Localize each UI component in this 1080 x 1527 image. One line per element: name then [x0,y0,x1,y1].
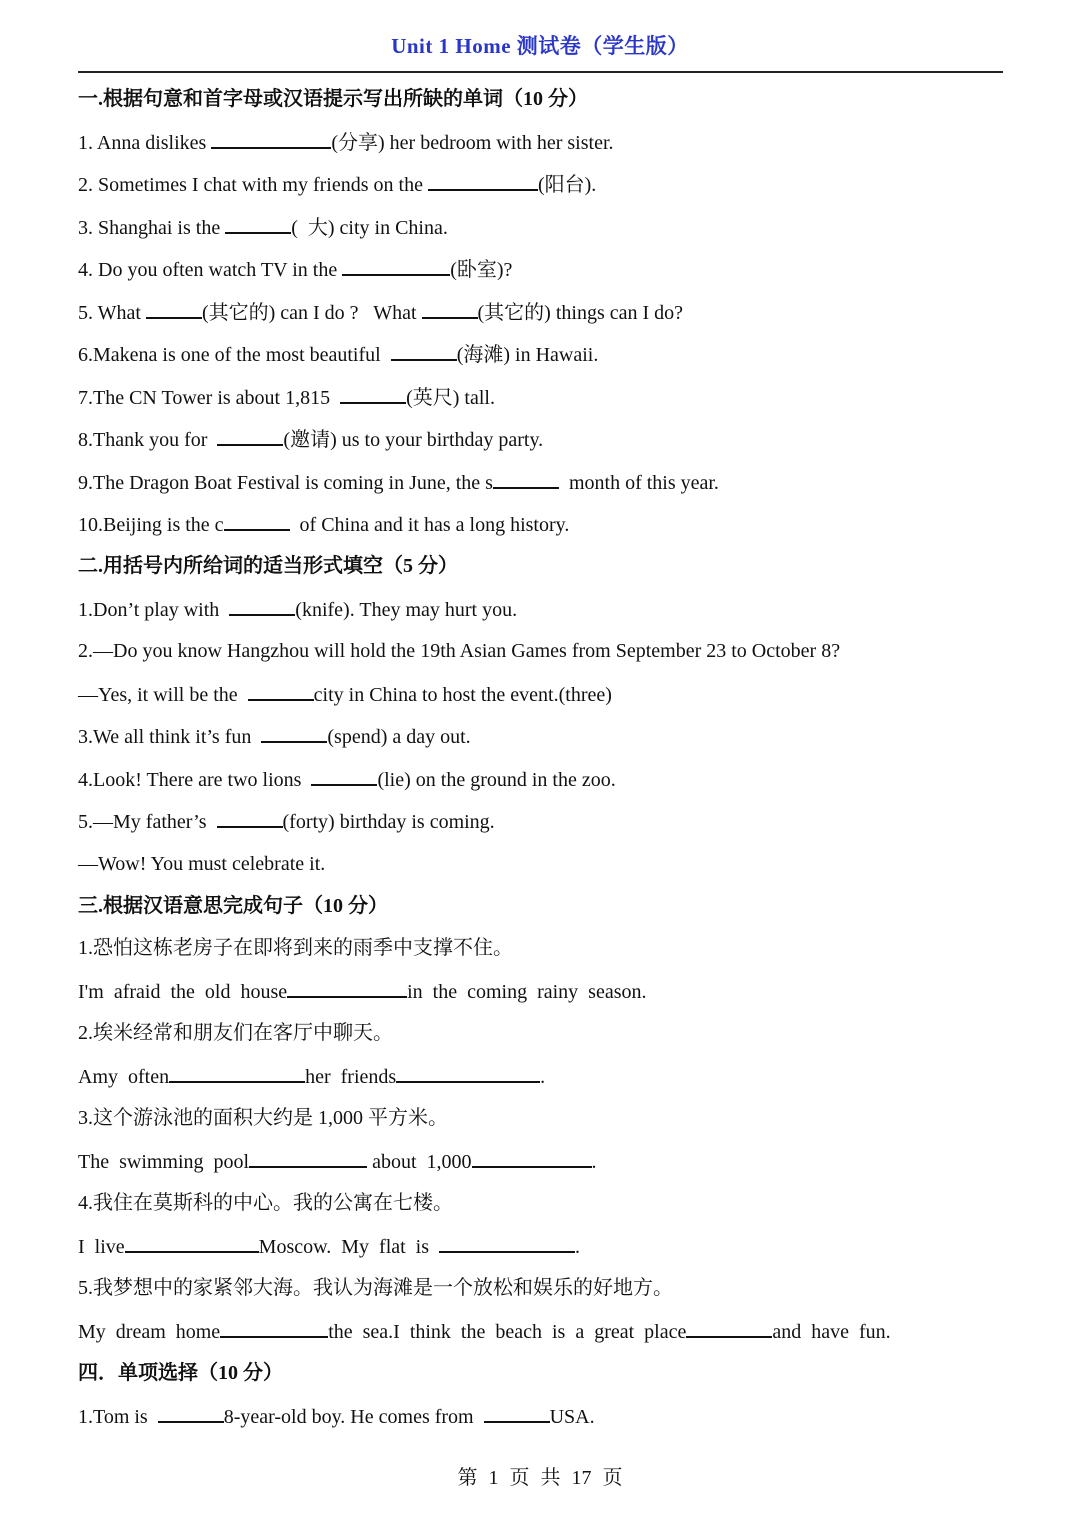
answer-blank[interactable] [146,299,202,319]
s1-question-8: 8.Thank you for (邀请) us to your birthday party. [78,426,543,453]
answer-blank[interactable] [396,1063,540,1083]
answer-blank[interactable] [428,171,538,191]
answer-blank[interactable] [224,511,290,531]
s2-question-1: 1.Don’t play with (knife). They may hurt you. [78,596,517,623]
answer-blank[interactable] [484,1403,550,1423]
answer-blank[interactable] [261,723,327,743]
section-2-title: 二.用括号内所给词的适当形式填空（5 分） [78,555,458,577]
s3-question-2-chinese: 2.埃米经常和朋友们在客厅中聊天。 [78,1022,393,1044]
s4-question-1: 1.Tom is 8-year-old boy. He comes from USA. [78,1403,595,1430]
answer-blank[interactable] [249,1148,367,1168]
s3-question-5: My dream home the sea.I think the beach is a great place and have fun. [78,1318,891,1345]
answer-blank[interactable] [225,214,291,234]
s3-question-3: The swimming pool about 1,000 . [78,1148,597,1175]
s3-question-2: Amy often her friends . [78,1063,545,1090]
answer-blank[interactable] [311,766,377,786]
section-3-title: 三.根据汉语意思完成句子（10 分） [78,895,388,917]
answer-blank[interactable] [287,978,407,998]
section-4-title: 四．单项选择（10 分） [78,1362,283,1384]
answer-blank[interactable] [125,1233,259,1253]
answer-blank[interactable] [493,469,559,489]
answer-blank[interactable] [422,299,478,319]
s2-question-5: 5.—My father’s (forty) birthday is coming. [78,808,495,835]
answer-blank[interactable] [217,808,283,828]
answer-blank[interactable] [472,1148,592,1168]
header-divider [78,71,1003,73]
s1-question-3: 3. Shanghai is the ( 大) city in China. [78,214,448,241]
answer-blank[interactable] [342,256,450,276]
answer-blank[interactable] [220,1318,328,1338]
answer-blank[interactable] [211,129,331,149]
answer-blank[interactable] [229,596,295,616]
answer-blank[interactable] [391,341,457,361]
s2-question-2-answer: —Yes, it will be the city in China to host the event.(three) [78,681,612,708]
answer-blank[interactable] [248,681,314,701]
document-title: Unit 1 Home 测试卷（学生版） [391,34,689,58]
s1-question-5: 5. What (其它的) can I do ? What (其它的) things can I do? [78,299,683,326]
s1-question-2: 2. Sometimes I chat with my friends on the (阳台). [78,171,596,198]
s1-question-4: 4. Do you often watch TV in the (卧室)? [78,256,512,283]
answer-blank[interactable] [217,426,283,446]
section-1-title: 一.根据句意和首字母或汉语提示写出所缺的单词（10 分） [78,88,588,110]
answer-blank[interactable] [686,1318,772,1338]
s2-question-5-reply: —Wow! You must celebrate it. [78,853,326,875]
s1-question-1: 1. Anna dislikes (分享) her bedroom with her sister. [78,129,614,156]
answer-blank[interactable] [439,1233,575,1253]
s3-question-3-chinese: 3.这个游泳池的面积大约是 1,000 平方米。 [78,1107,448,1129]
s3-question-5-chinese: 5.我梦想中的家紧邻大海。我认为海滩是一个放松和娱乐的好地方。 [78,1277,673,1299]
s3-question-4: I live Moscow. My flat is . [78,1233,580,1260]
page-number: 第 1 页 共 17 页 [457,1467,623,1489]
answer-blank[interactable] [158,1403,224,1423]
s2-question-2: 2.—Do you know Hangzhou will hold the 19th Asian Games from September 23 to October 8? [78,640,841,662]
s3-question-4-chinese: 4.我住在莫斯科的中心。我的公寓在七楼。 [78,1192,453,1214]
s3-question-1-chinese: 1.恐怕这栋老房子在即将到来的雨季中支撑不住。 [78,937,513,959]
s2-question-4: 4.Look! There are two lions (lie) on the ground in the zoo. [78,766,616,793]
s2-question-3: 3.We all think it’s fun (spend) a day out. [78,723,471,750]
s1-question-7: 7.The CN Tower is about 1,815 (英尺) tall. [78,384,495,411]
s3-question-1: I'm afraid the old house in the coming rainy season. [78,978,647,1005]
answer-blank[interactable] [340,384,406,404]
s1-question-9: 9.The Dragon Boat Festival is coming in June, the s month of this year. [78,469,719,496]
answer-blank[interactable] [169,1063,305,1083]
s1-question-10: 10.Beijing is the c of China and it has a long history. [78,511,569,538]
s1-question-6: 6.Makena is one of the most beautiful (海滩) in Hawaii. [78,341,598,368]
